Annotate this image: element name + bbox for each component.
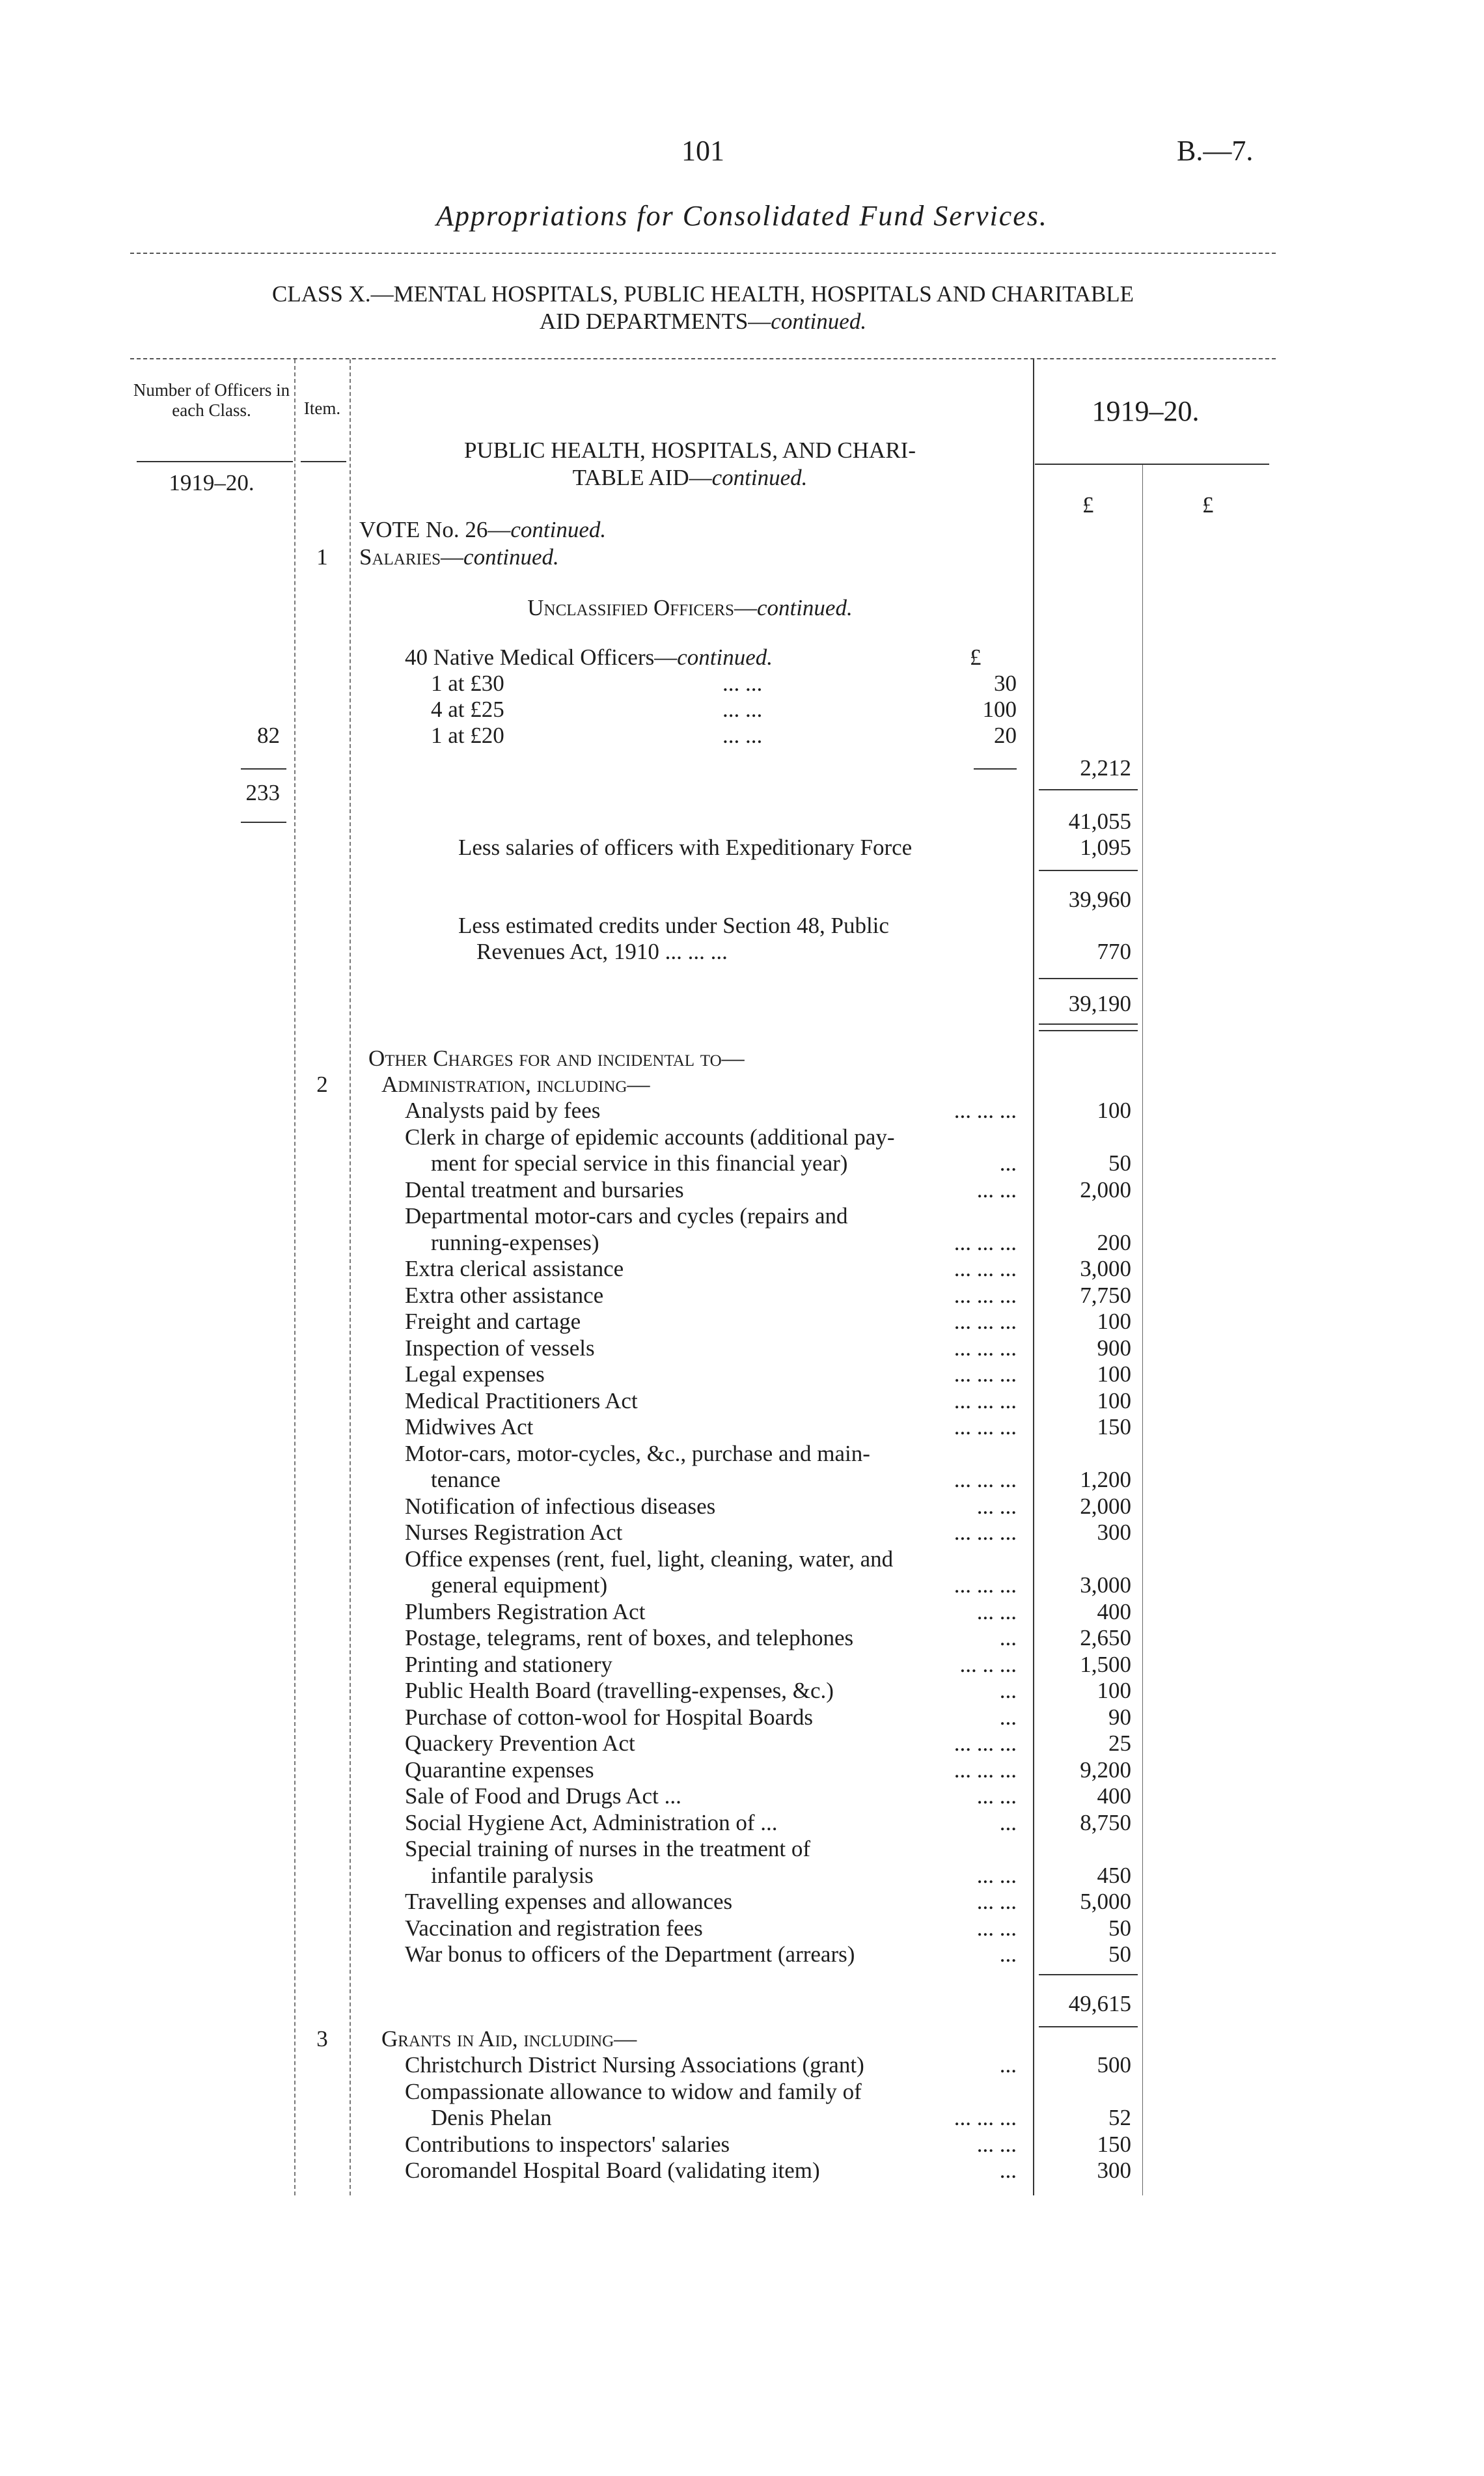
- salary-row-dots: ... ...: [722, 671, 763, 696]
- grants-heading: Grants in Aid, including—: [381, 2026, 637, 2052]
- header-rule: [130, 253, 1276, 254]
- charges-total-rule-bottom: [1039, 2026, 1138, 2027]
- charge-item-amount: 52: [1108, 2105, 1131, 2130]
- charge-item-amount: 2,000: [1080, 1176, 1131, 1203]
- less-credits-amount: 770: [1097, 939, 1131, 964]
- charge-item-amount: 8,750: [1080, 1809, 1131, 1835]
- charge-item-label: Postage, telegrams, rent of boxes, and telephones: [405, 1625, 854, 1650]
- salary-row-dots: ... ...: [722, 697, 763, 722]
- charge-item-amount: 2,000: [1080, 1493, 1131, 1519]
- charge-item-dots: ... ... ...: [954, 1467, 1017, 1492]
- item-column-header: Item.: [303, 398, 341, 418]
- charge-item-amount: 900: [1097, 1335, 1131, 1361]
- charge-item-label: Travelling expenses and allowances: [405, 1889, 733, 1914]
- salaries-subtotal: 2,212: [1080, 755, 1131, 781]
- other-charges-total: 49,615: [1068, 1991, 1131, 2016]
- charge-item-amount: 2,650: [1080, 1625, 1131, 1650]
- charge-item-label-continued: general equipment): [431, 1572, 608, 1598]
- charge-item-amount: 300: [1097, 1520, 1131, 1545]
- amount-column-rule-mid: [1142, 464, 1143, 2195]
- charge-item-amount: 3,000: [1080, 1256, 1131, 1281]
- page-title: Appropriations for Consolidated Fund Services.: [436, 200, 1048, 232]
- class-title-continued: continued.: [771, 309, 867, 334]
- charge-item-label: Legal expenses: [405, 1361, 545, 1387]
- officers-count: 82: [257, 723, 280, 748]
- department-title-main: TABLE AID—: [572, 465, 712, 490]
- charge-item-label-continued: infantile paralysis: [431, 1862, 594, 1888]
- charge-item-amount: 1,200: [1080, 1467, 1131, 1492]
- salary-row-label: 1 at £20: [431, 723, 504, 748]
- gross-total: 41,055: [1068, 809, 1131, 834]
- charge-item-label: Nurses Registration Act: [405, 1520, 623, 1545]
- charge-item-amount: 100: [1097, 1361, 1131, 1387]
- after-expeditionary-total: 39,960: [1068, 887, 1131, 912]
- charge-item-amount: 3,000: [1080, 1572, 1131, 1598]
- net-total: 39,190: [1068, 991, 1131, 1016]
- charge-item-amount: 7,750: [1080, 1282, 1131, 1308]
- pound-sign-left: £: [1082, 492, 1094, 518]
- salary-row-dots: ... ...: [722, 723, 763, 748]
- charge-item-label-continued: ment for special service in this financial year): [431, 1150, 848, 1176]
- charges-total-rule-top: [1039, 1974, 1138, 1975]
- charge-item-label-continued: Denis Phelan: [431, 2105, 552, 2130]
- charge-item-dots: ... ...: [976, 1889, 1017, 1914]
- department-title-line1: PUBLIC HEALTH, HOSPITALS, AND CHARI-: [463, 438, 916, 463]
- charge-item-label: Dental treatment and bursaries: [405, 1176, 684, 1203]
- charge-item-dots: ... ... ...: [954, 1256, 1017, 1281]
- class-title-line2: [130, 309, 1276, 335]
- native-officers-continued: continued.: [677, 645, 773, 670]
- year-header-rule: [1035, 464, 1269, 465]
- charge-item-dots: ... ... ...: [954, 1520, 1017, 1545]
- charge-item-amount: 100: [1097, 1678, 1131, 1703]
- charge-item-dots: ... ... ...: [954, 1414, 1017, 1440]
- vote-label: VOTE No. 26—: [359, 517, 511, 542]
- charge-item-label: Office expenses (rent, fuel, light, cleaning, water, and: [405, 1546, 894, 1572]
- charge-item-amount: 90: [1108, 1704, 1131, 1730]
- officers-column-header: Number of Officers in each Class.: [133, 380, 290, 420]
- officers-column-year: 1919–20.: [169, 470, 254, 495]
- charge-item-dots: ... ...: [976, 1915, 1017, 1941]
- charge-item-dots: ...: [999, 1150, 1017, 1176]
- salaries-heading: [359, 544, 559, 570]
- unclassified-label: Unclassified Officers—: [527, 595, 757, 620]
- native-officers-label: 40 Native Medical Officers—: [405, 645, 678, 670]
- page-number: 101: [681, 135, 724, 167]
- charge-item-label-continued: tenance: [431, 1467, 501, 1492]
- charge-item-label: Coromandel Hospital Board (validating item): [405, 2158, 820, 2183]
- salaries-continued: continued.: [463, 544, 559, 570]
- item-number-1: 1: [316, 544, 328, 570]
- charge-item-label: Plumbers Registration Act: [405, 1598, 646, 1624]
- charge-item-label: War bonus to officers of the Department (arrears): [405, 1941, 855, 1967]
- charge-item-dots: ...: [999, 1678, 1017, 1703]
- charge-item-label: Quackery Prevention Act: [405, 1731, 635, 1756]
- amount-column-rule-left: [1033, 359, 1034, 2195]
- charge-item-label: Sale of Food and Drugs Act ...: [405, 1783, 681, 1809]
- table-top-rule: [130, 358, 1276, 359]
- charge-item-dots: ... ...: [976, 1783, 1017, 1809]
- charge-item-label: Compassionate allowance to widow and family of: [405, 2078, 862, 2104]
- charge-item-dots: ... ...: [976, 2131, 1017, 2157]
- charge-item-dots: ...: [999, 1941, 1017, 1967]
- charge-item-label: Social Hygiene Act, Administration of ...: [405, 1809, 778, 1835]
- charge-item-amount: 200: [1097, 1229, 1131, 1255]
- officers-header-rule: [137, 461, 293, 462]
- unclassified-continued: continued.: [756, 595, 853, 620]
- department-title-continued: continued.: [711, 465, 808, 490]
- salary-row-amount: 20: [994, 723, 1017, 748]
- charge-item-amount: 50: [1108, 1915, 1131, 1941]
- charge-item-amount: 500: [1097, 2052, 1131, 2078]
- charge-item-dots: ... ... ...: [954, 1335, 1017, 1361]
- charge-item-amount: 100: [1097, 1098, 1131, 1123]
- class-title-main: AID DEPARTMENTS—: [539, 309, 771, 334]
- charge-item-amount: 100: [1097, 1309, 1131, 1334]
- credits-rule: [1039, 978, 1138, 979]
- vote-continued: continued.: [510, 517, 607, 542]
- charge-item-label: Christchurch District Nursing Associations (grant): [405, 2052, 864, 2078]
- salary-row-amount: 100: [982, 697, 1017, 722]
- charge-item-amount: 400: [1097, 1598, 1131, 1624]
- charge-item-amount: 9,200: [1080, 1757, 1131, 1783]
- charge-item-dots: ... ...: [976, 1493, 1017, 1519]
- charge-item-dots: ... .. ...: [959, 1651, 1017, 1677]
- charge-item-dots: ... ... ...: [954, 1731, 1017, 1756]
- less-credits-label-line2: Revenues Act, 1910 ... ... ...: [476, 939, 728, 964]
- charge-item-dots: ... ... ...: [954, 1572, 1017, 1598]
- department-title-line2: [364, 465, 1015, 491]
- charge-item-label: Printing and stationery: [405, 1651, 612, 1677]
- charge-item-label: Clerk in charge of epidemic accounts (additional pay-: [405, 1124, 895, 1150]
- page-reference: B.—7.: [1177, 135, 1254, 167]
- charge-item-amount: 450: [1097, 1862, 1131, 1888]
- charge-item-dots: ... ... ...: [954, 1361, 1017, 1387]
- officers-count-rule: [241, 768, 286, 770]
- charge-item-dots: ... ...: [976, 1176, 1017, 1203]
- charge-item-label: Motor-cars, motor-cycles, &c., purchase and main-: [405, 1440, 870, 1466]
- charge-item-amount: 5,000: [1080, 1889, 1131, 1914]
- charge-item-label: Extra clerical assistance: [405, 1256, 624, 1281]
- salary-row-label: 4 at £25: [431, 697, 504, 722]
- item-number-3: 3: [316, 2026, 328, 2052]
- salaries-label: Salaries—: [359, 544, 464, 570]
- pound-sign-right: £: [1202, 492, 1214, 518]
- subitem-total-rule: [974, 768, 1017, 770]
- charge-item-label: Medical Practitioners Act: [405, 1387, 638, 1413]
- subtotal-rule: [1039, 789, 1138, 790]
- salary-row-label: 1 at £30: [431, 671, 504, 696]
- charge-item-amount: 150: [1097, 2131, 1131, 2157]
- charge-item-amount: 150: [1097, 1414, 1131, 1440]
- officers-total-rule: [241, 822, 286, 823]
- other-charges-heading: Other Charges for and incidental to—: [368, 1046, 745, 1071]
- expeditionary-rule: [1039, 870, 1138, 871]
- charge-item-amount: 300: [1097, 2158, 1131, 2183]
- class-title-line1: CLASS X.—MENTAL HOSPITALS, PUBLIC HEALTH, HOSPITALS AND CHARITABLE: [271, 281, 1134, 307]
- year-column-header: 1919–20.: [1092, 395, 1200, 427]
- charge-item-dots: ...: [999, 1625, 1017, 1650]
- native-officers-heading: [405, 645, 773, 671]
- charge-item-label: Notification of infectious diseases: [405, 1493, 716, 1519]
- vote-heading: [359, 517, 606, 543]
- charge-item-label: Quarantine expenses: [405, 1757, 594, 1783]
- net-total-rule-bottom: [1039, 1030, 1138, 1031]
- item-column-rule: [350, 359, 351, 2195]
- unclassified-heading: [364, 595, 1015, 621]
- charge-item-label: Public Health Board (travelling-expenses, &c.): [405, 1678, 834, 1703]
- charge-item-dots: ... ...: [976, 1862, 1017, 1888]
- charge-item-label: Midwives Act: [405, 1414, 534, 1440]
- charge-item-dots: ... ... ...: [954, 1309, 1017, 1334]
- charge-item-label: Purchase of cotton-wool for Hospital Boards: [405, 1704, 813, 1730]
- charge-item-label: Contributions to inspectors' salaries: [405, 2131, 730, 2157]
- charge-item-dots: ... ... ...: [954, 1387, 1017, 1413]
- charge-item-dots: ...: [999, 2052, 1017, 2078]
- charge-item-amount: 50: [1108, 1150, 1131, 1176]
- charge-item-dots: ... ... ...: [954, 1282, 1017, 1308]
- officers-total: 233: [245, 780, 280, 805]
- charge-item-label: Inspection of vessels: [405, 1335, 595, 1361]
- less-expeditionary-amount: 1,095: [1080, 835, 1131, 860]
- charge-item-amount: 400: [1097, 1783, 1131, 1809]
- charge-item-label: Departmental motor-cars and cycles (repairs and: [405, 1203, 848, 1229]
- charge-item-amount: 50: [1108, 1941, 1131, 1967]
- charge-item-dots: ... ... ...: [954, 1098, 1017, 1123]
- administration-heading: Administration, including—: [381, 1072, 650, 1097]
- charge-item-label-continued: running-expenses): [431, 1229, 599, 1255]
- charge-item-dots: ... ... ...: [954, 1229, 1017, 1255]
- charge-item-dots: ... ... ...: [954, 1757, 1017, 1783]
- charge-item-dots: ... ... ...: [954, 2105, 1017, 2130]
- charge-item-dots: ...: [999, 1704, 1017, 1730]
- charge-item-amount: 100: [1097, 1387, 1131, 1413]
- charge-item-dots: ...: [999, 1809, 1017, 1835]
- net-total-rule-top: [1039, 1023, 1138, 1025]
- charge-item-dots: ...: [999, 2158, 1017, 2183]
- officers-column-rule: [294, 359, 295, 2195]
- subitem-pound-sign: £: [970, 645, 982, 670]
- salary-row-amount: 30: [994, 671, 1017, 696]
- charge-item-label: Freight and cartage: [405, 1309, 581, 1334]
- item-number-2: 2: [316, 1072, 328, 1097]
- less-credits-label-line1: Less estimated credits under Section 48, Public: [458, 913, 889, 938]
- less-expeditionary-label: Less salaries of officers with Expeditionary Force: [458, 835, 913, 860]
- charge-item-label: Vaccination and registration fees: [405, 1915, 703, 1941]
- charge-item-dots: ... ...: [976, 1598, 1017, 1624]
- charge-item-amount: 25: [1108, 1731, 1131, 1756]
- charge-item-label: Special training of nurses in the treatment of: [405, 1836, 811, 1861]
- charge-item-label: Analysts paid by fees: [405, 1098, 601, 1123]
- item-header-rule: [301, 461, 346, 462]
- charge-item-label: Extra other assistance: [405, 1282, 604, 1308]
- charge-item-amount: 1,500: [1080, 1651, 1131, 1677]
